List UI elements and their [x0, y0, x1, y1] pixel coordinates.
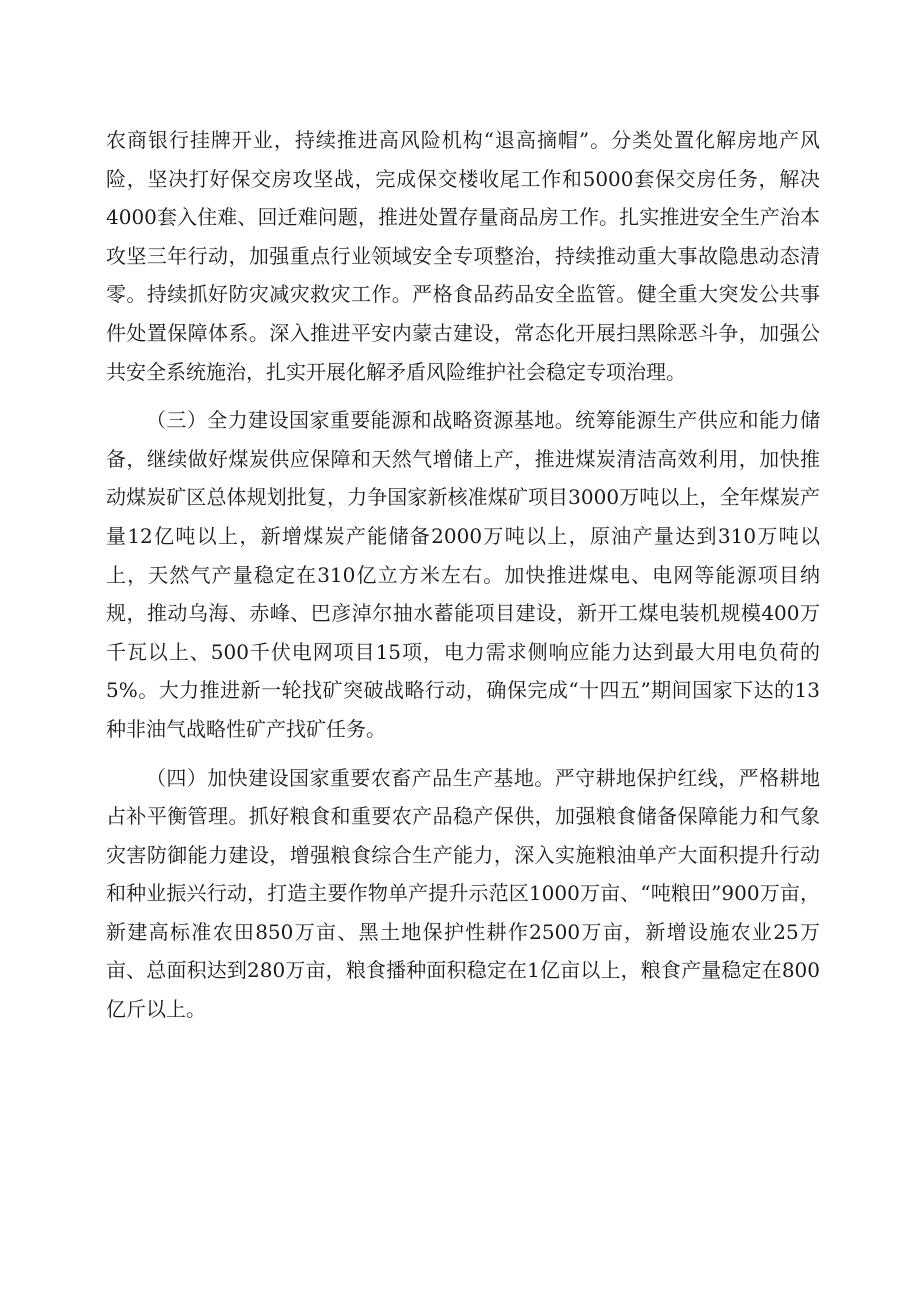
paragraph-agricultural-production-base: （四）加快建设国家重要农畜产品生产基地。严守耕地保护红线，严格耕地占补平衡管理。抓好粮食和重要农产品稳产保供，加强粮食储备保障能力和气象灾害防御能力建设，增强粮食综合生产能力，深入实施粮油单产大面积提升行动和种业振兴行动，打造主要作物单产提升示范区1000万亩、“吨粮田”900万亩，新建高标准农田850万亩、黑土地保护性耕作2500万亩，新增设施农业25万亩、总面积达到280万亩，粮食播种面积稳定在1亿亩以上，粮食产量稳定在800亿斤以上。: [106, 765, 820, 1022]
paragraph-continued-risk-management: 农商银行挂牌开业，持续推进高风险机构“退高摘帽”。分类处置化解房地产风险，坚决打好保交房攻坚战，完成保交楼收尾工作和5000套保交房任务，解决4000套入住难、回迁难问题，推进处置存量商品房工作。扎实推进安全生产治本攻坚三年行动，加强重点行业领域安全专项整治，持续推动重大事故隐患动态清零。持续抓好防灾减灾救灾工作。严格食品药品安全监管。健全重大突发公共事件处置保障体系。深入推进平安内蒙古建设，常态化开展扫黑除恶斗争，加强公共安全系统施治，扎实开展化解矛盾风险维护社会稳定专项治理。: [106, 128, 820, 384]
paragraph-energy-resource-base: （三）全力建设国家重要能源和战略资源基地。统筹能源生产供应和能力储备，继续做好煤炭供应保障和天然气增储上产，推进煤炭清洁高效利用，加快推动煤炭矿区总体规划批复，力争国家新核准煤矿项目3000万吨以上，全年煤炭产量12亿吨以上，新增煤炭产能储备2000万吨以上，原油产量达到310万吨以上，天然气产量稳定在310亿立方米左右。加快推进煤电、电网等能源项目纳规，推动乌海、赤峰、巴彦淖尔抽水蓄能项目建设，新开工煤电装机规模400万千瓦以上、500千伏电网项目15项，电力需求侧响应能力达到最大用电负荷的5%。大力推进新一轮找矿突破战略行动，确保完成“十四五”期间国家下达的13种非油气战略性矿产找矿任务。: [106, 408, 820, 741]
document-page: [106, 121, 820, 1029]
